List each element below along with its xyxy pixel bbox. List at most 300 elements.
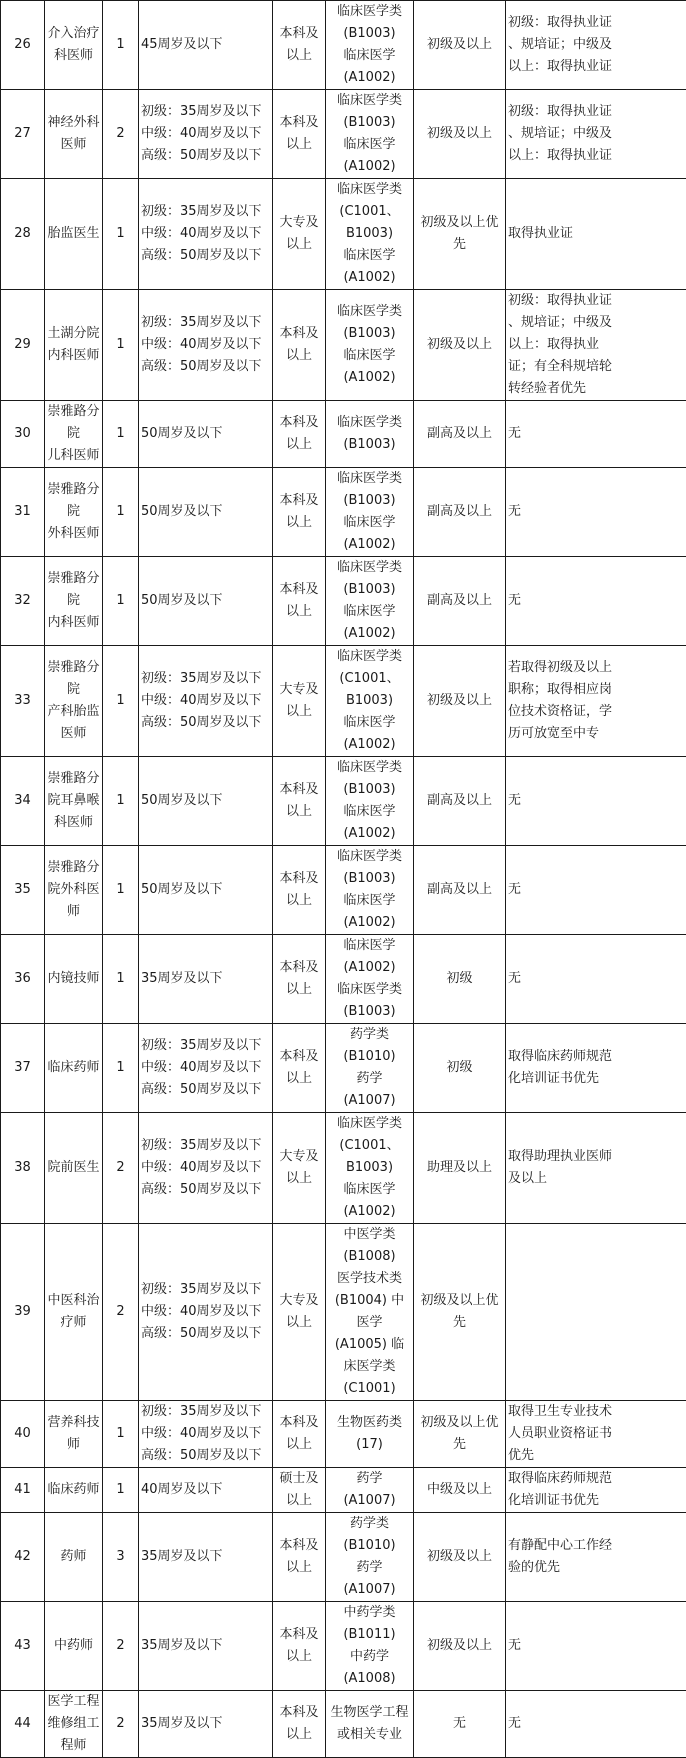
position-title-cell (45, 1401, 103, 1468)
cell-line: 31 (3, 501, 42, 523)
cell-line: 初级及以上 (416, 334, 503, 356)
cell-line: 45周岁及以下 (141, 34, 270, 56)
position-number-cell (1, 1468, 45, 1513)
cell-line: 中药师 (47, 1635, 100, 1657)
cell-line: 儿科医师 (47, 445, 100, 467)
education-cell (273, 846, 326, 935)
headcount-cell (103, 90, 139, 179)
title-level-cell (414, 1468, 506, 1513)
cell-line: 以上 (275, 1490, 323, 1512)
cell-line: 优先 (508, 1445, 684, 1467)
cell-line: 本科及 (275, 1046, 323, 1068)
position-title-cell (45, 1113, 103, 1224)
cell-line: 产科胎监 (47, 701, 100, 723)
cell-line: 介入治疗 (47, 23, 100, 45)
cell-line: 崇雅路分 (47, 568, 100, 590)
position-title-cell (45, 557, 103, 646)
cell-line: 38 (3, 1157, 42, 1179)
major-cell (326, 1602, 414, 1691)
cell-line: 高级：50周岁及以下 (141, 1179, 270, 1201)
other-requirements-cell (506, 1224, 686, 1401)
other-requirements-cell (506, 1, 686, 90)
cell-line: 院前医生 (47, 1157, 100, 1179)
cell-line: 硕士及 (275, 1468, 323, 1490)
cell-line: 以上 (275, 1068, 323, 1090)
cell-line: 1 (105, 223, 136, 245)
cell-line: 1 (105, 423, 136, 445)
cell-line: (B1004) 中 (328, 1290, 411, 1312)
cell-line: (B1003) (328, 779, 411, 801)
cell-line: 43 (3, 1635, 42, 1657)
table-row (1, 401, 686, 468)
title-level-cell (414, 1, 506, 90)
cell-line: (A1005) 临 (328, 1334, 411, 1356)
education-cell (273, 935, 326, 1024)
position-number-cell (1, 1224, 45, 1401)
title-level-cell (414, 1401, 506, 1468)
cell-line: 本科及 (275, 323, 323, 345)
cell-line: 临床医学类 (328, 412, 411, 434)
cell-line: 2 (105, 123, 136, 145)
cell-line: 副高及以上 (416, 879, 503, 901)
cell-line: 医师 (47, 134, 100, 156)
position-number-cell (1, 646, 45, 757)
cell-line: (A1007) (328, 1490, 411, 1512)
headcount-cell (103, 1602, 139, 1691)
education-cell (273, 1113, 326, 1224)
cell-line: 无 (416, 1713, 503, 1735)
cell-line: 29 (3, 334, 42, 356)
cell-line: 中级：40周岁及以下 (141, 334, 270, 356)
cell-line: 50周岁及以下 (141, 501, 270, 523)
headcount-cell (103, 1691, 139, 1758)
cell-line: 院 (47, 590, 100, 612)
cell-line: 以上：取得执业 (508, 334, 684, 356)
position-number-cell (1, 1024, 45, 1113)
cell-line: 大专及 (275, 679, 323, 701)
cell-line: 初级：取得执业证 (508, 290, 684, 312)
position-title-cell (45, 1024, 103, 1113)
age-requirement-cell (139, 290, 273, 401)
age-requirement-cell (139, 757, 273, 846)
cell-line: 验的优先 (508, 1557, 684, 1579)
table-row (1, 1602, 686, 1691)
cell-line: 本科及 (275, 579, 323, 601)
cell-line: 本科及 (275, 1702, 323, 1724)
education-cell (273, 468, 326, 557)
major-cell (326, 935, 414, 1024)
position-number-cell (1, 401, 45, 468)
headcount-cell (103, 1468, 139, 1513)
cell-line: 高级：50周岁及以下 (141, 356, 270, 378)
major-cell (326, 179, 414, 290)
age-requirement-cell (139, 179, 273, 290)
cell-line: 临床医学 (328, 801, 411, 823)
cell-line: 副高及以上 (416, 423, 503, 445)
cell-line: 以上：取得执业证 (508, 145, 684, 167)
cell-line: 初级 (416, 968, 503, 990)
cell-line: 中级：40周岁及以下 (141, 223, 270, 245)
cell-line: 、规培证；中级及 (508, 123, 684, 145)
cell-line: 胎监医生 (47, 223, 100, 245)
cell-line: 26 (3, 34, 42, 56)
cell-line: (B1008) (328, 1246, 411, 1268)
major-cell (326, 90, 414, 179)
cell-line: 高级：50周岁及以下 (141, 712, 270, 734)
title-level-cell (414, 846, 506, 935)
other-requirements-cell (506, 90, 686, 179)
cell-line: 药学 (328, 1068, 411, 1090)
position-title-cell (45, 401, 103, 468)
cell-line: (B1003) (328, 112, 411, 134)
cell-line: (A1002) (328, 734, 411, 756)
age-requirement-cell (139, 468, 273, 557)
cell-line: 内科医师 (47, 345, 100, 367)
position-number-cell (1, 1, 45, 90)
headcount-cell (103, 1024, 139, 1113)
other-requirements-cell (506, 1602, 686, 1691)
cell-line: 化培训证书优先 (508, 1068, 684, 1090)
cell-line: 中级：40周岁及以下 (141, 1057, 270, 1079)
cell-line: (A1002) (328, 1201, 411, 1223)
position-title-cell (45, 179, 103, 290)
cell-line: 初级：35周岁及以下 (141, 101, 270, 123)
title-level-cell (414, 557, 506, 646)
cell-line: 副高及以上 (416, 590, 503, 612)
cell-line: 50周岁及以下 (141, 790, 270, 812)
cell-line: 取得临床药师规范 (508, 1468, 684, 1490)
position-number-cell (1, 757, 45, 846)
table-row (1, 935, 686, 1024)
cell-line: (B1003) (328, 1001, 411, 1023)
cell-line: 以上 (275, 434, 323, 456)
other-requirements-cell (506, 935, 686, 1024)
cell-line: 临床医学类 (328, 90, 411, 112)
cell-line: 50周岁及以下 (141, 590, 270, 612)
cell-line: 28 (3, 223, 42, 245)
position-title-cell (45, 90, 103, 179)
cell-line: (A1002) (328, 156, 411, 178)
position-title-cell (45, 1602, 103, 1691)
cell-line: 中级及以上 (416, 1479, 503, 1501)
major-cell (326, 1468, 414, 1513)
cell-line: 42 (3, 1546, 42, 1568)
cell-line: 本科及 (275, 1624, 323, 1646)
cell-line: 无 (508, 1713, 684, 1735)
cell-line: 临床医学 (328, 134, 411, 156)
cell-line: 初级及以上 (416, 34, 503, 56)
cell-line: 无 (508, 968, 684, 990)
cell-line: 以上 (275, 979, 323, 1001)
education-cell (273, 1401, 326, 1468)
cell-line: 以上 (275, 890, 323, 912)
cell-line: 崇雅路分 (47, 657, 100, 679)
cell-line: 30 (3, 423, 42, 445)
cell-line: 维修组工 (47, 1713, 100, 1735)
cell-line: 1 (105, 34, 136, 56)
cell-line: 副高及以上 (416, 790, 503, 812)
education-cell (273, 1691, 326, 1758)
cell-line: 44 (3, 1713, 42, 1735)
cell-line: 41 (3, 1479, 42, 1501)
other-requirements-cell (506, 468, 686, 557)
table-row (1, 646, 686, 757)
table-row (1, 557, 686, 646)
cell-line: (C1001、 (328, 1135, 411, 1157)
cell-line: (C1001) (328, 1378, 411, 1400)
cell-line: 先 (416, 1434, 503, 1456)
cell-line: 本科及 (275, 112, 323, 134)
education-cell (273, 1468, 326, 1513)
cell-line: 以上 (275, 512, 323, 534)
cell-line: 助理及以上 (416, 1157, 503, 1179)
cell-line: 中医科治 (47, 1290, 100, 1312)
major-cell (326, 1691, 414, 1758)
cell-line: 师 (47, 901, 100, 923)
cell-line: 本科及 (275, 1535, 323, 1557)
cell-line: 科医师 (47, 45, 100, 67)
cell-line: 2 (105, 1157, 136, 1179)
cell-line: 36 (3, 968, 42, 990)
position-number-cell (1, 557, 45, 646)
major-cell (326, 1113, 414, 1224)
cell-line: 初级：取得执业证 (508, 101, 684, 123)
cell-line: 35周岁及以下 (141, 1713, 270, 1735)
cell-line: 或相关专业 (328, 1724, 411, 1746)
cell-line: 初级：35周岁及以下 (141, 668, 270, 690)
age-requirement-cell (139, 1401, 273, 1468)
cell-line: 、规培证；中级及 (508, 312, 684, 334)
age-requirement-cell (139, 1691, 273, 1758)
cell-line: 以上 (275, 1646, 323, 1668)
age-requirement-cell (139, 846, 273, 935)
cell-line: (A1002) (328, 267, 411, 289)
major-cell (326, 757, 414, 846)
other-requirements-cell (506, 557, 686, 646)
cell-line: 临床药师 (47, 1479, 100, 1501)
cell-line: 院 (47, 423, 100, 445)
cell-line: 高级：50周岁及以下 (141, 245, 270, 267)
title-level-cell (414, 290, 506, 401)
cell-line: 医学 (328, 1312, 411, 1334)
table-row (1, 90, 686, 179)
cell-line: 以上：取得执业证 (508, 56, 684, 78)
cell-line: 以上 (275, 601, 323, 623)
cell-line: 大专及 (275, 1146, 323, 1168)
cell-line: 以上 (275, 1434, 323, 1456)
title-level-cell (414, 1602, 506, 1691)
table-row (1, 846, 686, 935)
cell-line: 床医学类 (328, 1356, 411, 1378)
cell-line: 初级及以上优 (416, 1412, 503, 1434)
cell-line: (A1002) (328, 957, 411, 979)
cell-line: 40周岁及以下 (141, 1479, 270, 1501)
cell-line: 以上 (275, 1724, 323, 1746)
headcount-cell (103, 290, 139, 401)
cell-line: 历可放宽至中专 (508, 723, 684, 745)
title-level-cell (414, 401, 506, 468)
age-requirement-cell (139, 1513, 273, 1602)
major-cell (326, 401, 414, 468)
cell-line: (B1003) (328, 490, 411, 512)
other-requirements-cell (506, 1513, 686, 1602)
cell-line: 本科及 (275, 779, 323, 801)
cell-line: 崇雅路分 (47, 768, 100, 790)
other-requirements-cell (506, 1024, 686, 1113)
cell-line: 生物医药类 (328, 1412, 411, 1434)
position-number-cell (1, 90, 45, 179)
position-title-cell (45, 1468, 103, 1513)
cell-line: 先 (416, 1312, 503, 1334)
cell-line: 32 (3, 590, 42, 612)
cell-line: (A1007) (328, 1579, 411, 1601)
cell-line: 崇雅路分 (47, 479, 100, 501)
cell-line: 1 (105, 790, 136, 812)
cell-line: 院 (47, 679, 100, 701)
other-requirements-cell (506, 1113, 686, 1224)
education-cell (273, 1024, 326, 1113)
age-requirement-cell (139, 935, 273, 1024)
cell-line: 以上 (275, 701, 323, 723)
cell-line: 临床医学类 (328, 846, 411, 868)
cell-line: 中级：40周岁及以下 (141, 1301, 270, 1323)
cell-line: 35周岁及以下 (141, 968, 270, 990)
cell-line: 1 (105, 1057, 136, 1079)
cell-line: 初级 (416, 1057, 503, 1079)
position-title-cell (45, 757, 103, 846)
cell-line: 外科医师 (47, 523, 100, 545)
cell-line: 以上 (275, 45, 323, 67)
cell-line: 39 (3, 1301, 42, 1323)
education-cell (273, 179, 326, 290)
headcount-cell (103, 1224, 139, 1401)
cell-line: 崇雅路分 (47, 401, 100, 423)
cell-line: 本科及 (275, 490, 323, 512)
table-row (1, 1691, 686, 1758)
education-cell (273, 557, 326, 646)
cell-line: 院外科医 (47, 879, 100, 901)
education-cell (273, 90, 326, 179)
cell-line: 1 (105, 968, 136, 990)
cell-line: 初级：35周岁及以下 (141, 312, 270, 334)
cell-line: 取得助理执业医师 (508, 1146, 684, 1168)
age-requirement-cell (139, 646, 273, 757)
cell-line: (A1002) (328, 67, 411, 89)
table-row (1, 290, 686, 401)
cell-line: 有静配中心工作经 (508, 1535, 684, 1557)
cell-line: 35周岁及以下 (141, 1546, 270, 1568)
title-level-cell (414, 179, 506, 290)
cell-line: 临床医学 (328, 45, 411, 67)
position-title-cell (45, 1, 103, 90)
cell-line: 位技术资格证，学 (508, 701, 684, 723)
cell-line: 先 (416, 234, 503, 256)
cell-line: 本科及 (275, 868, 323, 890)
major-cell (326, 557, 414, 646)
age-requirement-cell (139, 1602, 273, 1691)
cell-line: 初级及以上 (416, 1635, 503, 1657)
title-level-cell (414, 90, 506, 179)
cell-line: (B1010) (328, 1535, 411, 1557)
cell-line: (A1002) (328, 912, 411, 934)
cell-line: 中医学类 (328, 1224, 411, 1246)
position-number-cell (1, 1113, 45, 1224)
cell-line: 中级：40周岁及以下 (141, 1157, 270, 1179)
table-row (1, 1401, 686, 1468)
cell-line: 50周岁及以下 (141, 879, 270, 901)
position-title-cell (45, 935, 103, 1024)
cell-line: (B1010) (328, 1046, 411, 1068)
cell-line: 以上 (275, 234, 323, 256)
cell-line: 高级：50周岁及以下 (141, 145, 270, 167)
position-title-cell (45, 1513, 103, 1602)
cell-line: 临床医学 (328, 935, 411, 957)
cell-line: B1003) (328, 1157, 411, 1179)
headcount-cell (103, 1113, 139, 1224)
cell-line: 无 (508, 501, 684, 523)
age-requirement-cell (139, 90, 273, 179)
cell-line: 临床医学类 (328, 301, 411, 323)
position-number-cell (1, 1513, 45, 1602)
cell-line: 临床医学类 (328, 468, 411, 490)
other-requirements-cell (506, 1401, 686, 1468)
major-cell (326, 1024, 414, 1113)
cell-line: 34 (3, 790, 42, 812)
title-level-cell (414, 468, 506, 557)
age-requirement-cell (139, 557, 273, 646)
other-requirements-cell (506, 846, 686, 935)
title-level-cell (414, 1024, 506, 1113)
other-requirements-cell (506, 757, 686, 846)
cell-line: 取得执业证 (508, 223, 684, 245)
headcount-cell (103, 846, 139, 935)
cell-line: 临床医学 (328, 1179, 411, 1201)
headcount-cell (103, 1513, 139, 1602)
cell-line: 医学技术类 (328, 1268, 411, 1290)
education-cell (273, 757, 326, 846)
table-row (1, 757, 686, 846)
cell-line: (B1003) (328, 323, 411, 345)
cell-line: 临床医学 (328, 601, 411, 623)
headcount-cell (103, 757, 139, 846)
cell-line: 3 (105, 1546, 136, 1568)
cell-line: 人员职业资格证书 (508, 1423, 684, 1445)
cell-line: 及以上 (508, 1168, 684, 1190)
other-requirements-cell (506, 646, 686, 757)
cell-line: 1 (105, 501, 136, 523)
cell-line: B1003) (328, 690, 411, 712)
title-level-cell (414, 1224, 506, 1401)
headcount-cell (103, 935, 139, 1024)
cell-line: (A1002) (328, 534, 411, 556)
major-cell (326, 1513, 414, 1602)
major-cell (326, 646, 414, 757)
cell-line: 化培训证书优先 (508, 1490, 684, 1512)
cell-line: 药学类 (328, 1024, 411, 1046)
cell-line: (A1002) (328, 623, 411, 645)
position-title-cell (45, 1224, 103, 1401)
cell-line: 本科及 (275, 412, 323, 434)
cell-line: 高级：50周岁及以下 (141, 1079, 270, 1101)
education-cell (273, 290, 326, 401)
education-cell (273, 1513, 326, 1602)
cell-line: 疗师 (47, 1312, 100, 1334)
other-requirements-cell (506, 290, 686, 401)
cell-line: 临床医学 (328, 345, 411, 367)
cell-line: 以上 (275, 345, 323, 367)
cell-line: 院 (47, 501, 100, 523)
cell-line: 无 (508, 790, 684, 812)
